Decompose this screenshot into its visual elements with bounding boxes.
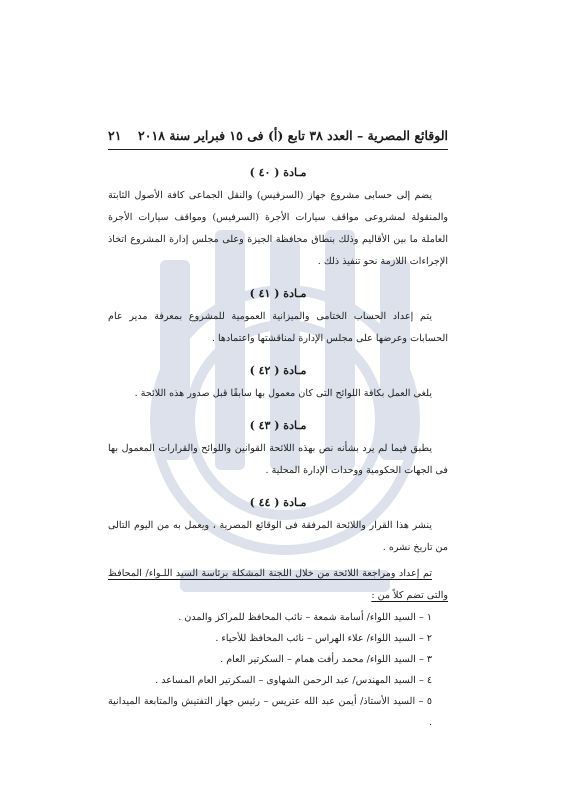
- article-44-text: ينشر هذا القرار واللائحة المرفقة فى الوقائع المصرية ، ويعمل به من اليوم التالى من تاريخ نشره .: [108, 520, 448, 553]
- committee-member-3: ٣ – السيد اللواء/ محمد رأفت همام – السكرتير العام .: [220, 654, 432, 665]
- gazette-page: [108, 128, 448, 733]
- page-number: ٢١: [108, 128, 122, 143]
- article-43-text: يطبق فيما لم يرد بشأنه نص بهذه اللائحة القوانين واللوائح والقرارات المعمول بها فى الجهات الحكومية ووحدات الإدارة المحلية .: [108, 443, 448, 476]
- article-40-text: يضم إلى حسابى مشروع جهاز (السرفيس) والنقل الجماعى كافة الأصول الثابتة والمنقولة لمشروعى مواقف سيارات الأجرة (السرفيس) ومواقف سيارات الأجرة العاملة ما بين الأقاليم وذلك بنطاق محافظة الجيزة وعلى مجلس إدارة المشروع اتخاذ الإجراءات اللازمة نحو تنفيذ ذلك .: [108, 190, 448, 267]
- committee-member-2: ٢ – السيد اللواء/ علاء الهراس – نائب المحافظ للأحياء .: [215, 633, 432, 644]
- article-40-title: مـادة ( ٤٠ ): [249, 166, 307, 179]
- running-title: الوقائع المصرية – العدد ٣٨ تابع (أ) فى ١٥ فبراير سنة ٢٠١٨: [138, 128, 448, 143]
- article-41-title: مـادة ( ٤١ ): [249, 287, 307, 300]
- committee-member-5: ٥ – السيد الأستاذ/ أيمن عبد الله عتريس – رئيس جهاز التفتيش والمتابعة الميدانية .: [108, 696, 432, 728]
- article-44-title: مـادة ( ٤٤ ): [249, 496, 307, 509]
- committee-member-1: ١ – السيد اللواء/ أسامة شمعة – نائب المحافظ للمراكز والمدن .: [178, 612, 432, 623]
- article-42-text: يلغى العمل بكافة اللوائح التى كان معمول بها سابقًا قبل صدور هذه اللائحة .: [134, 388, 432, 399]
- committee-intro: تم إعداد ومراجعة اللائحة من خلال اللجنة المشكلة برئاسة السيد اللـواء/ المحافظ والتى تضم كلاً من :: [108, 568, 448, 601]
- article-42-title: مـادة ( ٤٢ ): [249, 364, 307, 377]
- page-header: [108, 128, 448, 150]
- article-43-title: مـادة ( ٤٣ ): [249, 419, 307, 432]
- committee-member-4: ٤ – السيد المهندس/ عبد الرحمن الشهاوى – السكرتير العام المساعد .: [155, 675, 432, 686]
- committee-members-list: [108, 607, 448, 733]
- article-41-text: يتم إعداد الحساب الختامى والميزانية العمومية للمشروع بمعرفة مدير عام الحسابات وعرضها على مجلس الإدارة لمناقشتها واعتمادها .: [108, 311, 448, 344]
